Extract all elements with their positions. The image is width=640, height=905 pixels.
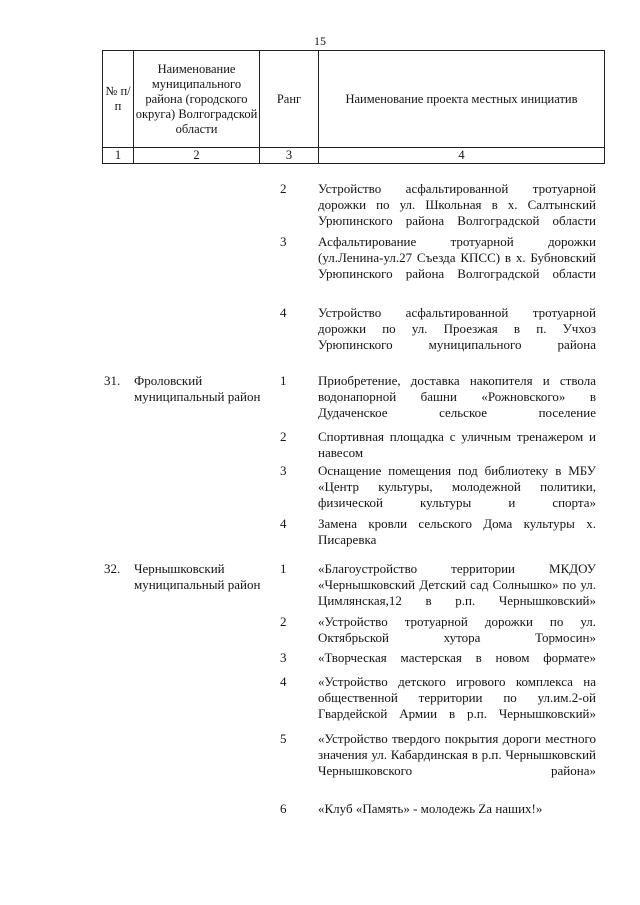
project-title: «Творческая мастерская в новом формате»	[318, 650, 596, 665]
project-title: «Благоустройство территории МКДОУ «Чернышковский Детский сад Солнышко» по ул. Цимлянская,12 в р.п. Чернышковский»	[318, 561, 596, 608]
header-num-3: 3	[260, 148, 319, 164]
district-name: Фроловский муниципальный район	[134, 373, 261, 404]
project-rank: 3	[280, 650, 287, 665]
project-rank: 1	[280, 373, 287, 388]
project-rank: 1	[280, 561, 287, 576]
project-title: «Клуб «Память» - молодежь Zа наших!»	[318, 801, 543, 816]
district-number: 32.	[104, 561, 121, 576]
district-name: Чернышковский муниципальный район	[134, 561, 261, 592]
project-title: Замена кровли сельского Дома культуры х. Писаревка	[318, 516, 596, 547]
project-rank: 3	[280, 463, 287, 478]
project-rank: 2	[280, 614, 287, 629]
project-title: «Устройство детского игрового комплекса на общественной территории по ул.им.2-ой Гвардейской Армии в р.п. Чернышковский»	[318, 674, 596, 721]
header-num-4: 4	[319, 148, 605, 164]
project-rank: 3	[280, 234, 287, 249]
project-title: Спортивная площадка с уличным тренажером и навесом	[318, 429, 596, 460]
project-rank: 5	[280, 731, 287, 746]
project-title: «Устройство тротуарной дорожки по ул. Октябрьской хутора Тормосин»	[318, 614, 596, 645]
project-rank: 4	[280, 516, 287, 531]
header-col-number: № п/п	[103, 51, 134, 148]
table-header	[102, 50, 605, 164]
project-rank: 2	[280, 181, 287, 196]
project-title: «Устройство твердого покрытия дороги местного значения ул. Кабардинская в р.п. Чернышковский Чернышковского района»	[318, 731, 596, 778]
header-num-2: 2	[134, 148, 260, 164]
district-number: 31.	[104, 373, 121, 388]
header-col-district: Наименование муниципального района (городского округа) Волгоградской области	[134, 51, 260, 148]
project-rank: 4	[280, 305, 287, 320]
project-title: Оснащение помещения под библиотеку в МБУ «Центр культуры, молодежной политики, физической культуры и спорта»	[318, 463, 596, 510]
project-title: Устройство асфальтированной тротуарной дорожки по ул. Школьная в х. Салтынский Урюпинского района Волгоградской области	[318, 181, 596, 228]
project-title: Устройство асфальтированной тротуарной дорожки по ул. Проезжая в п. Учхоз Урюпинского муниципального района	[318, 305, 596, 352]
project-rank: 4	[280, 674, 287, 689]
project-rank: 6	[280, 801, 287, 816]
header-num-1: 1	[103, 148, 134, 164]
page-number: 15	[314, 34, 326, 48]
project-rank: 2	[280, 429, 287, 444]
header-col-rank: Ранг	[260, 51, 319, 148]
header-col-project: Наименование проекта местных инициатив	[319, 51, 605, 148]
project-title: Приобретение, доставка накопителя и ствола водонапорной башни «Рожновского» в Дудаченское сельское поселение	[318, 373, 596, 420]
project-title: Асфальтирование тротуарной дорожки (ул.Ленина-ул.27 Съезда КПСС) в х. Бубновский Урюпинского района Волгоградской области	[318, 234, 596, 281]
